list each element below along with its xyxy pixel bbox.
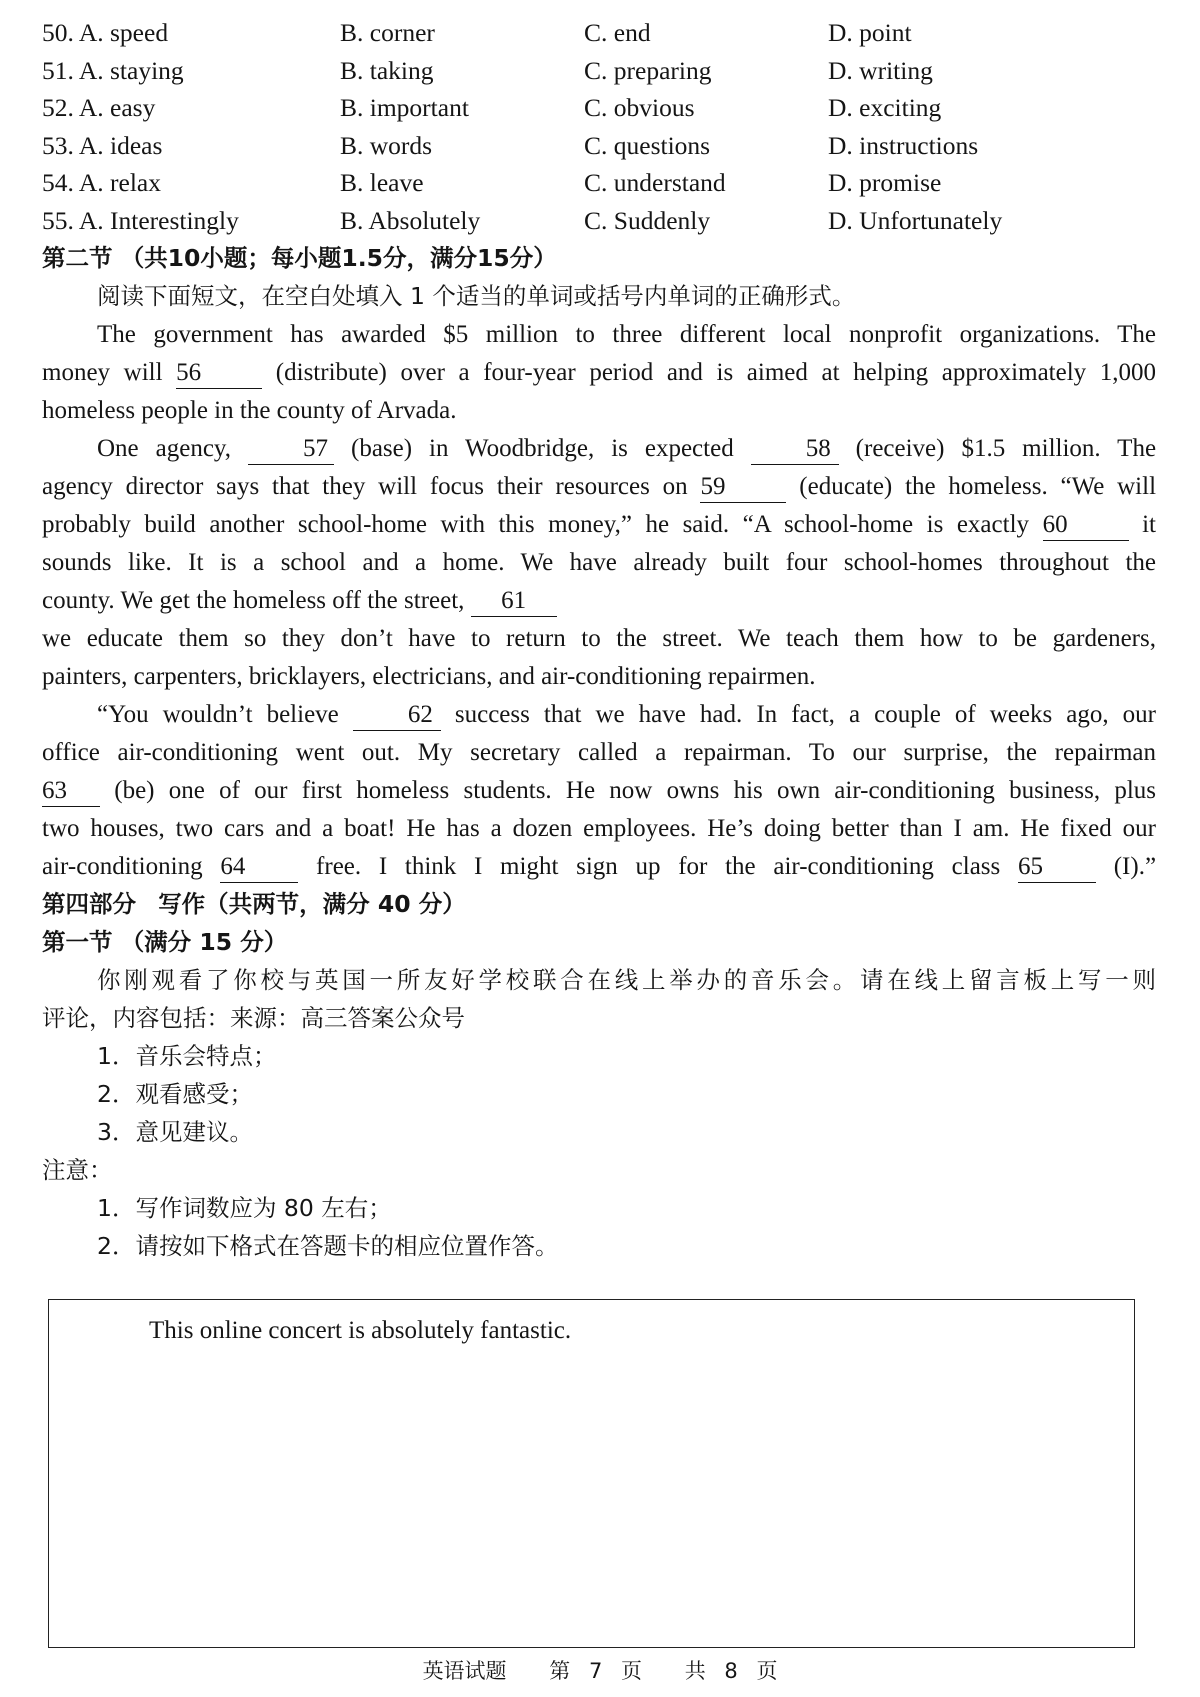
option-b: B. important bbox=[340, 93, 469, 123]
choice-options bbox=[42, 14, 1162, 240]
section2-detail: （共10小题；每小题1.5分，满分15分） bbox=[120, 244, 557, 272]
option-b: B. taking bbox=[340, 55, 434, 85]
blank-57: 57 bbox=[248, 434, 334, 465]
option-row-54 bbox=[42, 164, 1162, 202]
passage-line: money will 56 (distribute) over a four-year period and is aimed at helping approximately 1,000 bbox=[42, 354, 1156, 392]
notice-label: 注意： bbox=[42, 1156, 113, 1184]
page-footer bbox=[0, 1656, 1200, 1686]
option-d: D. exciting bbox=[828, 93, 942, 123]
passage-line: homeless people in the county of Arvada. bbox=[42, 397, 457, 424]
option-c: C. end bbox=[584, 18, 651, 47]
blank-56: 56 bbox=[176, 358, 262, 389]
passage-line: air-conditioning 64 free. I think I might sign up for the air-conditioning class 65 (I).” bbox=[42, 848, 1156, 886]
option-b: B. Absolutely bbox=[340, 205, 481, 235]
option-row-51 bbox=[42, 52, 1162, 90]
passage-line: The government has awarded $5 million to three different local nonprofit organizations. The bbox=[97, 321, 1156, 348]
footer-total-label: 共 bbox=[684, 1659, 706, 1683]
blank-59: 59 bbox=[700, 472, 786, 503]
option-row-53 bbox=[42, 127, 1162, 165]
blank-58: 58 bbox=[751, 434, 839, 465]
option-d: D. point bbox=[828, 18, 912, 47]
section2-instruction: 阅读下面短文，在空白处填入 1 个适当的单词或括号内单词的正确形式。 bbox=[97, 282, 856, 310]
footer-page-number: 7 bbox=[588, 1659, 603, 1683]
writing-note: 1．写作词数应为 80 左右； bbox=[97, 1194, 392, 1222]
writing-point: 2．观看感受； bbox=[97, 1080, 253, 1108]
writing-prompt: 评论，内容包括：来源：高三答案公众号 bbox=[42, 1004, 465, 1032]
option-d: D. writing bbox=[828, 55, 933, 85]
option-d: D. instructions bbox=[828, 130, 979, 160]
blank-61: 61 bbox=[471, 586, 557, 617]
footer-total-label: 页 bbox=[756, 1659, 778, 1683]
option-row-52 bbox=[42, 89, 1162, 127]
writing-label: 第一节 bbox=[42, 928, 113, 956]
passage-line: agency director says that they will focus their resources on 59 (educate) the homeless. “We will bbox=[42, 468, 1156, 506]
writing-point: 1．音乐会特点； bbox=[97, 1042, 277, 1070]
blank-65: 65 bbox=[1018, 852, 1096, 883]
section2-label: 第二节 bbox=[42, 244, 113, 272]
option-d: D. promise bbox=[828, 168, 942, 198]
option-d: D. Unfortunately bbox=[828, 205, 1003, 235]
option-a: 55. A. Interestingly bbox=[42, 205, 239, 235]
option-a: 53. A. ideas bbox=[42, 130, 163, 160]
footer-page-label: 第 bbox=[549, 1659, 571, 1683]
part4-detail: 写作（共两节，满分 40 分） bbox=[158, 890, 466, 918]
option-c: C. questions bbox=[584, 130, 711, 160]
option-a: 50. A. speed bbox=[42, 18, 169, 47]
passage-line: probably build another school-home with this money,” he said. “A school-home is exactly 60 it bbox=[42, 506, 1156, 544]
answer-start-sentence: This online concert is absolutely fantastic. bbox=[149, 1317, 572, 1344]
writing-note: 2．请按如下格式在答题卡的相应位置作答。 bbox=[97, 1232, 559, 1260]
blank-60: 60 bbox=[1043, 510, 1129, 541]
passage-line: One agency, 57 (base) in Woodbridge, is expected 58 (receive) $1.5 million. The bbox=[42, 430, 1156, 468]
passage-line: “You wouldn’t believe 62 success that we have had. In fact, a couple of weeks ago, our bbox=[42, 696, 1156, 734]
footer-page-label: 页 bbox=[621, 1659, 642, 1683]
blank-64: 64 bbox=[220, 852, 298, 883]
option-a: 54. A. relax bbox=[42, 168, 161, 198]
option-c: C. understand bbox=[584, 168, 726, 198]
passage-line: painters, carpenters, bricklayers, electricians, and air-conditioning repairmen. bbox=[42, 663, 816, 690]
passage-line: two houses, two cars and a boat! He has a dozen employees. He’s doing better than I am. He fixed our bbox=[42, 815, 1156, 842]
writing-heading bbox=[42, 924, 1156, 962]
writing-point: 3．意见建议。 bbox=[97, 1118, 253, 1146]
blank-63: 63 bbox=[42, 776, 100, 807]
option-c: C. preparing bbox=[584, 55, 712, 85]
footer-total-number: 8 bbox=[724, 1659, 738, 1683]
passage-line: we educate them so they don’t have to return to the street. We teach them how to be gardeners, bbox=[42, 625, 1156, 652]
blank-62: 62 bbox=[353, 700, 441, 731]
passage-line: 63 (be) one of our first homeless students. He now owns his own air-conditioning business, plus bbox=[42, 772, 1156, 810]
option-c: C. obvious bbox=[584, 93, 695, 123]
part4-label: 第四部分 bbox=[42, 890, 136, 918]
passage-line: office air-conditioning went out. My secretary called a repairman. To our surprise, the repairman bbox=[42, 739, 1156, 766]
part4-heading bbox=[42, 886, 1156, 924]
option-c: C. Suddenly bbox=[584, 205, 711, 235]
answer-box bbox=[48, 1299, 1135, 1648]
option-row-50 bbox=[42, 14, 1162, 52]
option-a: 51. A. staying bbox=[42, 55, 184, 85]
option-row-55 bbox=[42, 202, 1162, 240]
footer-subject: 英语试题 bbox=[422, 1659, 507, 1683]
option-b: B. leave bbox=[340, 168, 424, 198]
passage-line: county. We get the homeless off the street, 61 bbox=[42, 582, 1156, 620]
option-a: 52. A. easy bbox=[42, 93, 156, 123]
writing-prompt: 你刚观看了你校与英国一所友好学校联合在线上举办的音乐会。请在线上留言板上写一则 bbox=[97, 966, 1156, 994]
option-b: B. corner bbox=[340, 18, 435, 47]
option-b: B. words bbox=[340, 130, 433, 160]
section2-heading bbox=[42, 240, 1156, 278]
writing-detail: （满分 15 分） bbox=[120, 928, 288, 956]
passage-line: sounds like. It is a school and a home. We have already built four school-homes throughout the bbox=[42, 549, 1156, 576]
